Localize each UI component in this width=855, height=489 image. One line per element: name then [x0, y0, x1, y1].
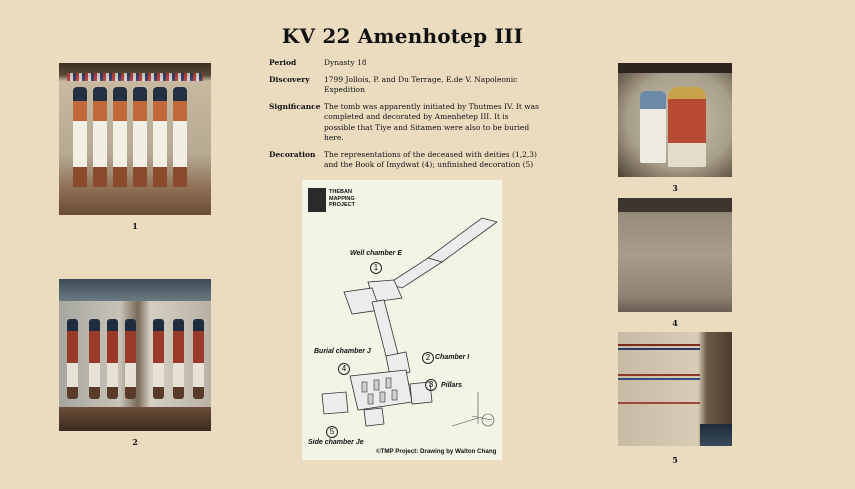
label-burial-chamber: Burial chamber J: [314, 348, 371, 355]
tomb-info: [269, 58, 541, 177]
tmp-logo-text: THEBAN MAPPING PROJECT: [329, 189, 355, 208]
page-title: KV 22 Amenhotep III: [281, 24, 524, 48]
tomb-plan-svg: [302, 180, 502, 460]
marker-2: 2: [422, 352, 434, 364]
photo-caption-1: 1: [132, 221, 138, 231]
photo-caption-5: 5: [672, 455, 678, 465]
info-label: Significance: [269, 101, 321, 111]
marker-4: 4: [338, 363, 350, 375]
info-label: Discovery: [269, 74, 310, 84]
photo-burial-chamber-2: [59, 279, 211, 431]
info-row-period: [269, 58, 541, 69]
photo-caption-4: 4: [672, 318, 678, 328]
label-well-chamber: Well chamber E: [350, 250, 403, 257]
info-label: Period: [269, 58, 297, 67]
photo-caption-3: 3: [672, 183, 678, 193]
photo-wall-painting-1: [59, 63, 211, 215]
info-value: The tomb was apparently initiated by Thutmes IV. It was completed and decorated by Amenhetep III. It is possible that Tiye and Sitamen were also to be buried here.: [324, 101, 540, 142]
info-row-decoration: [269, 150, 541, 171]
marker-1: 1: [370, 262, 382, 274]
info-value: The representations of the deceased with deities (1,2,3) and the Book of Imydwat (4); unfinished decoration (5): [324, 149, 537, 169]
label-chamber-i: Chamber I: [435, 354, 470, 361]
photo-unfinished-wall-4: [618, 198, 732, 312]
label-side-chamber: Side chamber Je: [308, 439, 364, 446]
marker-5: 5: [326, 426, 338, 438]
photo-pharaoh-deity-3: [618, 63, 732, 177]
marker-3: 3: [425, 379, 437, 391]
info-row-discovery: [269, 75, 541, 96]
tomb-plan-drawing: [302, 180, 502, 460]
photo-caption-2: 2: [132, 437, 138, 447]
info-row-significance: [269, 102, 541, 144]
map-credit: ©TMP Project: Drawing by Walton Chang: [376, 448, 497, 455]
info-value: Dynasty 18: [324, 58, 367, 67]
photo-wall-stripes-5: [618, 332, 732, 446]
info-value: 1799 Jollois, P. and Du Terrage, E.de V. Napoleonic Expedition: [324, 74, 518, 94]
label-pillars: Pillars: [441, 382, 463, 389]
tmp-logo-icon: [308, 188, 326, 212]
info-label: Decoration: [269, 149, 316, 159]
